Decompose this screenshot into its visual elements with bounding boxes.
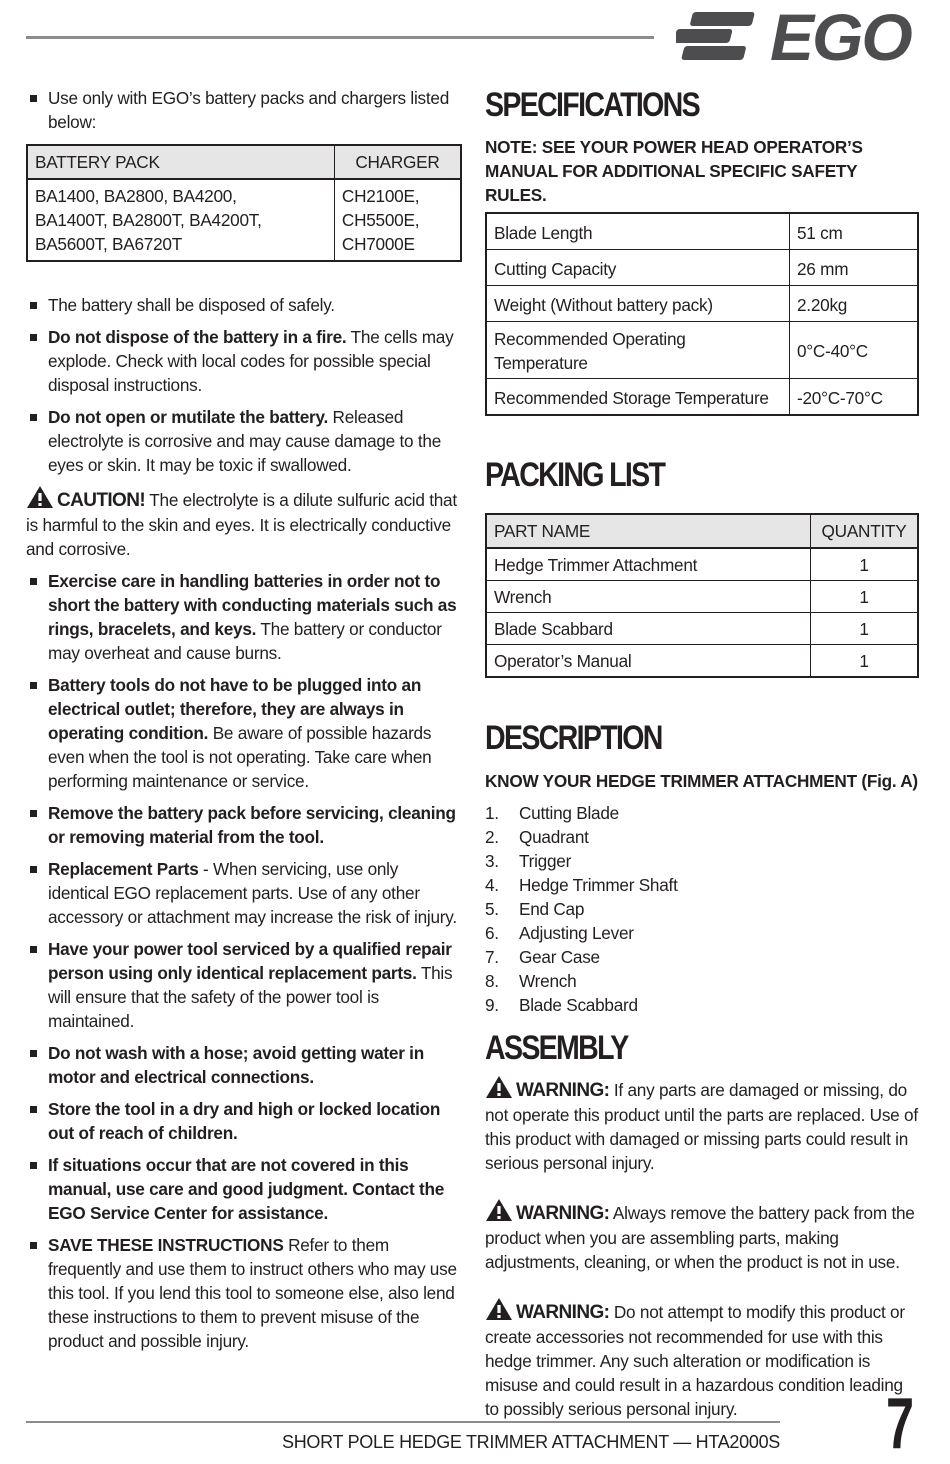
part-name-header: PART NAME <box>486 514 811 548</box>
list-item: 3. Trigger <box>485 851 572 871</box>
parts-list <box>485 801 919 1017</box>
specifications-note: NOTE: SEE YOUR POWER HEAD OPERATOR’S MANUAL FOR ADDITIONAL SPECIFIC SAFETY RULES. <box>485 137 863 205</box>
assembly-heading: ASSEMBLY <box>485 1029 628 1067</box>
list-item: Do not open or mutilate the battery. Released electrolyte is corrosive and may cause damage to the eyes or skin. It may be toxic if swallowed. <box>26 405 462 477</box>
footer-title: SHORT POLE HEDGE TRIMMER ATTACHMENT — HTA2000S <box>282 1432 780 1452</box>
list-item: 7. Gear Case <box>485 947 600 967</box>
battery-pack-header: BATTERY PACK <box>27 145 334 179</box>
header-rule <box>26 36 654 39</box>
list-item: 5. End Cap <box>485 899 585 919</box>
warning-triangle-icon <box>26 485 54 509</box>
packing-list-heading: PACKING LIST <box>485 456 665 494</box>
list-item: 2. Quadrant <box>485 827 589 847</box>
warning-notice: WARNING: Do not attempt to modify this product or create accessories not recommended for use with this hedge trimmer. Any such alteration or modification is misuse and could result in a hazardous condition leading to possibly serious personal injury. <box>485 1297 919 1421</box>
list-item: SAVE THESE INSTRUCTIONS Refer to them frequently and use them to instruct others who may use this tool. If you lend this tool to someone else, also lend these instructions to them to prevent misuse of the product and possible injury. <box>26 1233 462 1353</box>
charger-cell: CH2100E, CH5500E, CH7000E <box>341 186 420 254</box>
table-row: Operator’s Manual 1 <box>486 645 918 678</box>
warning-triangle-icon <box>485 1198 513 1222</box>
right-column <box>485 86 919 1444</box>
footer-rule <box>26 1421 780 1423</box>
packing-list-table <box>485 513 919 678</box>
warning-notice: WARNING: Always remove the battery pack from the product when you are assembling parts, making adjustments, cleaning, or when the product is not in use. <box>485 1198 919 1274</box>
logo-text: EGO <box>770 8 911 64</box>
battery-pack-cell: BA1400, BA2800, BA4200, BA1400T, BA2800T, BA4200T, BA5600T, BA6720T <box>27 179 334 261</box>
list-item: Replacement Parts - When servicing, use only identical EGO replacement parts. Use of any other accessory or attachment may increase the risk of injury. <box>26 857 462 929</box>
table-row: Blade Length 51 cm <box>486 213 918 250</box>
table-row: Cutting Capacity 26 mm <box>486 250 918 286</box>
list-item: 8. Wrench <box>485 971 577 991</box>
table-row: Recommended Operating Temperature 0°C-40°C <box>486 322 918 379</box>
description-subheading: KNOW YOUR HEDGE TRIMMER ATTACHMENT (Fig. A) <box>485 771 918 791</box>
list-item: Exercise care in handling batteries in order not to short the battery with conducting materials such as rings, bracelets, and keys. The battery or conductor may overheat and cause burns. <box>26 569 462 665</box>
specifications-table <box>485 212 919 416</box>
list-item: 1. Cutting Blade <box>485 803 619 823</box>
intro-bullet: Use only with EGO’s battery packs and chargers listed below: <box>26 86 462 134</box>
table-row: Blade Scabbard 1 <box>486 613 918 645</box>
warning-triangle-icon <box>485 1075 513 1099</box>
specifications-heading: SPECIFICATIONS <box>485 86 699 124</box>
table-row: Recommended Storage Temperature -20°C-70°C <box>486 379 918 416</box>
description-heading: DESCRIPTION <box>485 719 662 757</box>
list-item: If situations occur that are not covered in this manual, use care and good judgment. Contact the EGO Service Center for assistance. <box>26 1153 462 1225</box>
list-item: Do not wash with a hose; avoid getting water in motor and electrical connections. <box>26 1041 462 1089</box>
list-item: Store the tool in a dry and high or locked location out of reach of children. <box>26 1097 462 1145</box>
list-item: Have your power tool serviced by a qualified repair person using only identical replacement parts. This will ensure that the safety of the power tool is maintained. <box>26 937 462 1033</box>
caution-notice: CAUTION! The electrolyte is a dilute sulfuric acid that is harmful to the skin and eyes. It is electrically conductive and corrosive. <box>26 485 462 561</box>
warning-notice: WARNING: If any parts are damaged or missing, do not operate this product until the parts are replaced. Use of this product with damaged or missing parts could result in serious personal injury. <box>485 1075 919 1175</box>
table-row: Weight (Without battery pack) 2.20kg <box>486 286 918 322</box>
quantity-header: QUANTITY <box>811 514 919 548</box>
page-number: 7 <box>886 1384 915 1464</box>
ego-logo <box>676 8 916 64</box>
list-item: 4. Hedge Trimmer Shaft <box>485 875 678 895</box>
list-item: Do not dispose of the battery in a fire. The cells may explode. Check with local codes for possible special disposal instructions. <box>26 325 462 397</box>
warning-triangle-icon <box>485 1297 513 1321</box>
left-column <box>26 86 462 1361</box>
battery-charger-table <box>26 144 462 262</box>
caution-label: CAUTION! <box>57 490 146 511</box>
list-item: Battery tools do not have to be plugged into an electrical outlet; therefore, they are always in operating condition. Be aware of possible hazards even when the tool is not operating. Take care when performing maintenance or service. <box>26 673 462 793</box>
list-item: Remove the battery pack before servicing, cleaning or removing material from the tool. <box>26 801 462 849</box>
list-item: 6. Adjusting Lever <box>485 923 634 943</box>
table-row: Wrench 1 <box>486 581 918 613</box>
list-item: 9. Blade Scabbard <box>485 995 638 1015</box>
list-item: The battery shall be disposed of safely. <box>26 293 462 317</box>
charger-header: CHARGER <box>334 145 461 179</box>
table-row: Hedge Trimmer Attachment 1 <box>486 548 918 581</box>
